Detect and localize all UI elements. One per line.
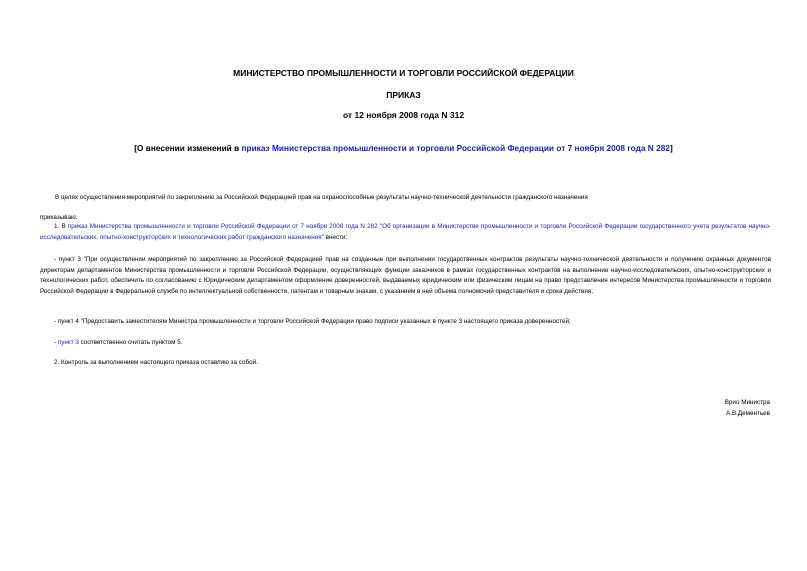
item-1-paragraph xyxy=(40,222,771,243)
order-word: приказываю: xyxy=(40,214,78,221)
point-3-renumber-suffix: соответственно считать пунктом 5. xyxy=(78,339,183,346)
subject-prefix: [О внесении изменений в xyxy=(134,143,242,153)
document-subject xyxy=(0,143,807,154)
signature-block xyxy=(700,398,770,419)
subject-link[interactable]: приказ Министерства промышленности и торговли Российской Федерации от 7 ноября 2008 года N 282 xyxy=(241,143,670,153)
document-type-heading: ПРИКАЗ xyxy=(386,90,421,100)
signature-title: Врио Министра xyxy=(724,399,770,406)
document-date-number: от 12 ноября 2008 года N 312 xyxy=(342,110,465,120)
point-3-renumber-paragraph xyxy=(54,338,182,349)
subject-suffix: ] xyxy=(669,143,673,153)
item-1-prefix: 1. В xyxy=(54,223,68,230)
item-2-paragraph: 2. Контроль за выполнением настоящего приказа оставляю за собой. xyxy=(54,359,258,366)
point-3-renumber-prefix: - xyxy=(54,339,58,346)
item-1-suffix: внести: xyxy=(323,233,348,241)
point-3-paragraph: - пункт 3 "При осуществлении мероприятий по закреплению за Российской Федерацией прав на созданные при выполнении государственных контрактов результаты научно-технической деятельности и получению охранных документов директорам департаментов Министерства промышленности и торговли Российской Федерации, осуществляющих функции заказчиков в рамках государственных контрактов на выполнение научно-исследовательских, опытно-конструкторских и технологических работ, обеспечить по согласованию с Юридическим департаментом оформление доверенностей, выдаваемых юридическим или физическим лицам на право представления интересов Министерства промышленности и торговли Российской Федерации в Федеральной службе по интеллектуальной собственности, патентам и товарным знакам, с указанием в ней объема полномочий представителя и срока действия; xyxy=(40,256,771,295)
ministry-heading: МИНИСТЕРСТВО ПРОМЫШЛЕННОСТИ И ТОРГОВЛИ РОССИЙСКОЙ ФЕДЕРАЦИИ xyxy=(233,68,574,78)
item-1-link[interactable]: приказ Министерства промышленности и торговли Российской Федерации от 7 ноября 2008 года N 282 "Об организации в Министерстве промышленности и торговли Российской Федерации государственного учета результатов научно-исследовательских, опытно-конструкторских и технологических работ гражданского назначения" xyxy=(40,223,771,241)
intro-paragraph: В целях осуществления мероприятий по закреплению за Российской Федерацией прав на охраноспособные результаты научно-технической деятельности гражданского назначения xyxy=(55,194,588,201)
point-3-link[interactable]: пункт 3 xyxy=(57,339,79,346)
signature-name: А.В.Дементьев xyxy=(726,409,770,417)
point-4-paragraph: - пункт 4 "Предоставить заместителям Министра промышленности и торговли Российской Федерации право подписи указанных в пункте 3 настоящего приказа доверенностей; xyxy=(54,318,571,325)
